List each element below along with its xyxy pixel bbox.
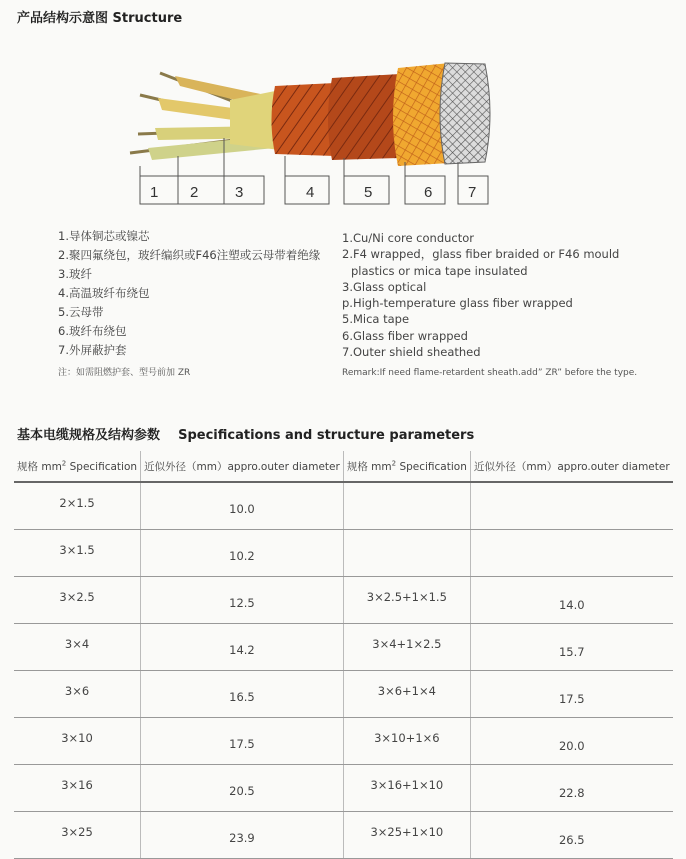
- table-row: [14, 530, 673, 577]
- table-cell: 23.9: [141, 812, 344, 859]
- legend-en-item: plastics or mica tape insulated: [351, 263, 528, 278]
- table-cell: 3×16+1×10: [343, 765, 470, 812]
- table-cell: 14.2: [141, 624, 344, 671]
- cable-structure-diagram: [100, 38, 500, 210]
- table-cell: 16.5: [141, 671, 344, 718]
- table-cell: 3×6+1×4: [343, 671, 470, 718]
- header-diameter: 近似外径（mm）appro.outer diameter: [141, 451, 344, 482]
- table-cell: [343, 482, 470, 530]
- label-2: 2: [190, 184, 199, 201]
- header-spec-2: 规格 $mm^2$ Specification: [343, 451, 470, 482]
- legend-cn-item: 7.外屏蔽护套: [58, 343, 127, 357]
- label-5: 5: [364, 184, 373, 201]
- legend-english: [342, 230, 637, 382]
- table-cell: [343, 530, 470, 577]
- legend-chinese: [58, 227, 320, 383]
- table-cell: 3×2.5+1×1.5: [343, 577, 470, 624]
- mica-tape-layer: [328, 74, 400, 160]
- table-cell: [470, 482, 672, 530]
- table-cell: 3×10: [14, 718, 141, 765]
- table-cell: 3×25+1×10: [343, 812, 470, 859]
- table-cell: 3×6: [14, 671, 141, 718]
- table-cell: 2×1.5: [14, 482, 141, 530]
- table-cell: 3×16: [14, 765, 141, 812]
- legend-cn-item: 1.导体铜芯或镍芯: [58, 229, 150, 243]
- table-cell: 3×25: [14, 812, 141, 859]
- table-row: [14, 718, 673, 765]
- outer-shield-layer: [440, 63, 490, 164]
- table-header-row: [14, 451, 673, 482]
- legend-en-item: 5.Mica tape: [342, 312, 410, 327]
- legend-en-item: 3.Glass optical: [342, 279, 427, 294]
- table-cell: 3×2.5: [14, 577, 141, 624]
- table-cell: 3×1.5: [14, 530, 141, 577]
- structure-title: 产品结构示意图 Structure: [17, 11, 183, 26]
- label-7: 7: [468, 184, 477, 201]
- legend-en-item: 7.Outer shield sheathed: [342, 345, 481, 360]
- label-4: 4: [306, 184, 315, 201]
- table-cell: 22.8: [470, 765, 672, 812]
- table-cell: 17.5: [141, 718, 344, 765]
- legend-cn-item: 5.云母带: [58, 305, 104, 319]
- table-row: [14, 765, 673, 812]
- note-en: Remark:If need flame-retardent sheath.add” ZR” before the type.: [342, 368, 638, 379]
- table-cell: [470, 530, 672, 577]
- legend-cn-item: 3.玻纤: [58, 267, 92, 281]
- header-diameter-2: 近似外径（mm）appro.outer diameter: [470, 451, 672, 482]
- legend-cn-item: 4.高温玻纤布绕包: [58, 286, 150, 300]
- table-row: [14, 671, 673, 718]
- note-cn: 注：如需阻燃护套、型号前加 ZR: [58, 368, 191, 378]
- legend-en-item: 6.Glass fiber wrapped: [342, 328, 468, 343]
- table-cell: 20.0: [470, 718, 672, 765]
- table-cell: 26.5: [470, 812, 672, 859]
- table-cell: 15.7: [470, 624, 672, 671]
- table-row: [14, 577, 673, 624]
- glass-fiber-wrap-layer: [272, 83, 336, 156]
- table-cell: 10.0: [141, 482, 344, 530]
- table-row: [14, 812, 673, 859]
- legend-en-item: p.High-temperature glass fiber wrapped: [342, 296, 573, 311]
- header-spec: 规格 $mm^2$ Specification: [14, 451, 141, 482]
- legend-en-item: 1.Cu/Ni core conductor: [342, 231, 475, 245]
- table-cell: 12.5: [141, 577, 344, 624]
- table-cell: 3×4+1×2.5: [343, 624, 470, 671]
- table-cell: 10.2: [141, 530, 344, 577]
- table-row: [14, 624, 673, 671]
- label-3: 3: [235, 184, 244, 201]
- label-1: 1: [150, 184, 159, 201]
- specifications-table: [14, 451, 673, 859]
- legend-cn-item: 6.玻纤布绕包: [58, 324, 127, 338]
- legend-cn-item: 2.聚四氟绕包，玻纤编织或F46注塑或云母带着绝缘: [58, 248, 321, 262]
- table-cell: 20.5: [141, 765, 344, 812]
- legend-en-item: 2.F4 wrapped，glass fiber braided or F46 mould: [342, 247, 620, 262]
- table-cell: 3×4: [14, 624, 141, 671]
- table-cell: 14.0: [470, 577, 672, 624]
- table-cell: 17.5: [470, 671, 672, 718]
- label-6: 6: [424, 184, 433, 201]
- specifications-title: 基本电缆规格及结构参数 Specifications and structure parameters: [17, 428, 475, 443]
- table-cell: 3×10+1×6: [343, 718, 470, 765]
- table-row: [14, 482, 673, 530]
